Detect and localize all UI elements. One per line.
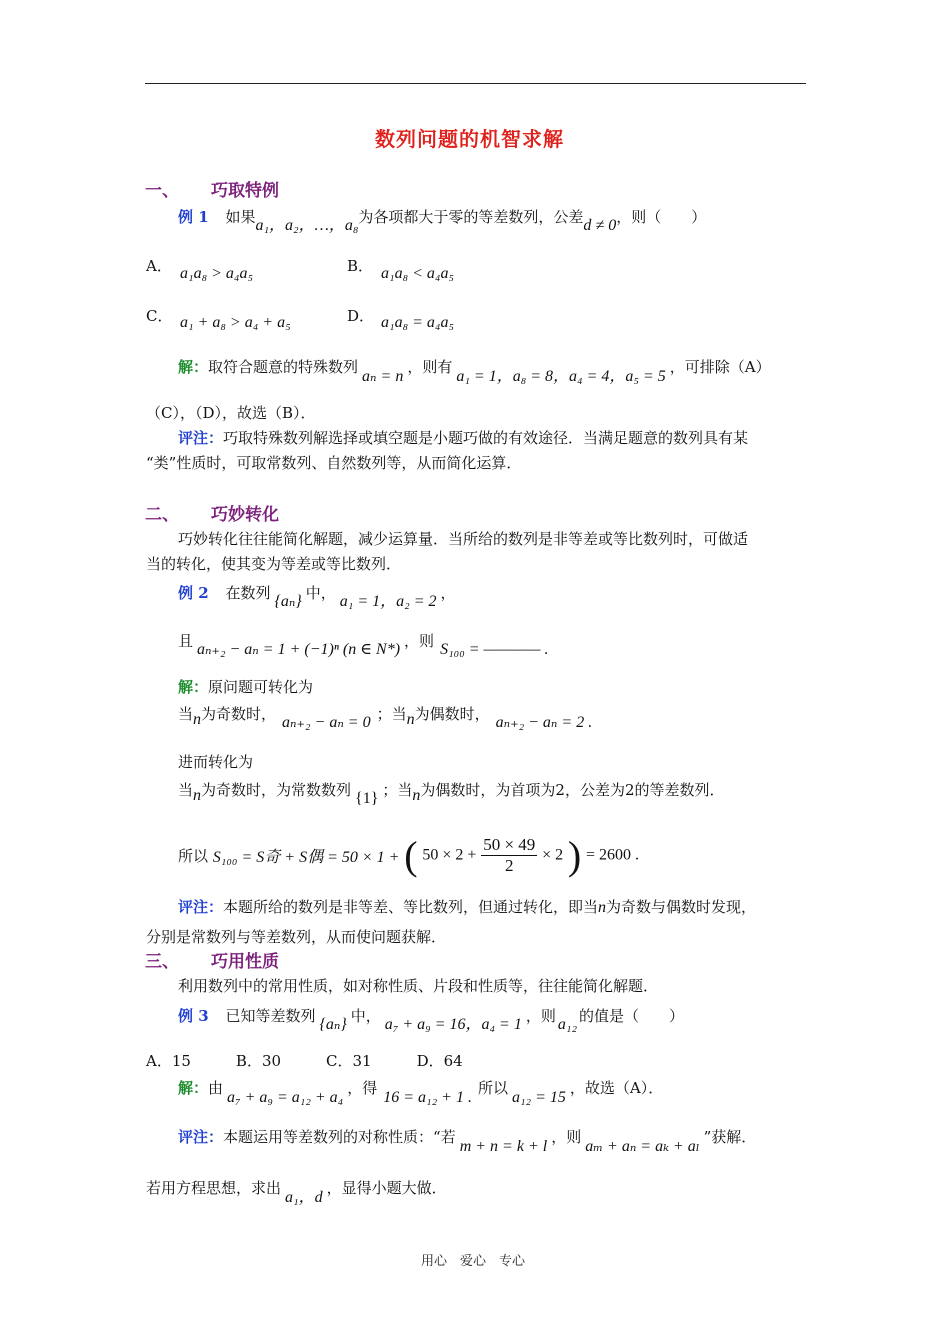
solution-3-text-a: 由 <box>208 1079 224 1097</box>
note-1-line-1 <box>178 427 748 448</box>
option-b-label: B． <box>347 257 374 275</box>
note-3-line-1 <box>178 1126 757 1155</box>
sol2-l3-a: 当 <box>178 781 194 799</box>
fraction <box>481 835 537 876</box>
section-1-number: 一、 <box>145 181 179 201</box>
sol2-l3-n: n <box>193 787 202 804</box>
sol2-l3-math: {1} <box>355 790 379 807</box>
example-1-text-a: 如果 <box>225 208 256 226</box>
page-title: 数列问题的机智求解 <box>375 127 564 151</box>
note-2-text-b: 为奇数与偶数时发现， <box>606 898 757 916</box>
sol2-l4-a: 所以 <box>178 847 209 865</box>
section-1-heading: 巧取特例 <box>211 181 279 201</box>
solution-2-line-1 <box>178 703 593 731</box>
example-1-condition: d ≠ 0 <box>583 217 617 234</box>
sol2-l3-c: ；当 <box>382 781 413 799</box>
section-2-number: 二、 <box>145 505 179 525</box>
sol2-sum-inner: 50 × 2 + <box>422 846 477 864</box>
note-3-math-b: aₘ + aₙ = aₖ + aₗ <box>585 1138 700 1155</box>
fraction-numerator: 50 × 49 <box>483 835 536 854</box>
solution-2-sum-line <box>178 832 639 879</box>
right-paren: ) <box>567 833 582 878</box>
sol2-l1-n2: n <box>406 711 415 728</box>
example-2-recurrence: aₙ₊₂ − aₙ = 1 + (−1)ⁿ (n ∈ N*) <box>197 641 401 658</box>
example-2-blank: S₁₀₀ = ———— . <box>440 641 549 658</box>
sol2-sum-times: × 2 <box>542 846 564 864</box>
solution-3-label: 解： <box>178 1079 209 1097</box>
option-b-expr: a₁a₈ < a₄a₅ <box>381 265 455 282</box>
note-1-line-2: “类”性质时，可取常数列、自然数列等，从而简化运算． <box>146 454 522 472</box>
example-2-text-e: ，则 <box>404 632 435 650</box>
section-3-heading: 巧用性质 <box>211 952 279 972</box>
solution-1-text-c: ，可排除（A） <box>669 358 771 376</box>
section-3-number: 三、 <box>145 952 179 972</box>
solution-3-text-b: ，得 <box>347 1079 378 1097</box>
example-3-target: a₁₂ <box>557 1016 577 1033</box>
example-3-text-d: 的值是（ ） <box>579 1007 685 1025</box>
example-2-text-c: ， <box>440 584 456 602</box>
sol2-sum-lhs: S₁₀₀ = S奇 + S偶 = 50 × 1 + <box>212 849 400 866</box>
solution-1-label: 解： <box>178 358 209 376</box>
sol2-l1-a: 当 <box>178 705 194 723</box>
solution-3-line <box>178 1077 664 1106</box>
option-d-label: D． <box>347 307 375 325</box>
example-1-text-b: 为各项都大于零的等差数列，公差 <box>358 208 584 226</box>
example-3-sequence: {aₙ} <box>319 1016 347 1033</box>
note-1-label: 评注： <box>178 429 224 447</box>
solution-1-math-a: aₙ = n <box>362 368 404 385</box>
example-2-condition-line <box>178 630 549 658</box>
example-3-text-b: 中， <box>350 1007 381 1025</box>
note-2-label: 评注： <box>178 898 224 916</box>
example-3-stem <box>178 1003 685 1033</box>
example-2-sequence: {aₙ} <box>274 593 302 610</box>
example-2-text-b: 中， <box>305 584 336 602</box>
solution-3-math-b: 16 = a₁₂ + 1 . <box>383 1089 472 1106</box>
sol2-l1-math: aₙ₊₂ − aₙ = 0 <box>282 714 371 731</box>
note-3-math-a: m + n = k + l <box>459 1138 548 1155</box>
sol2-l3-b: 为奇数时，为常数数列 <box>201 781 352 799</box>
note-3-label: 评注： <box>178 1128 224 1146</box>
option-d-expr: a₁a₈ = a₄a₅ <box>381 314 455 331</box>
example-2-text-d: 且 <box>178 632 194 650</box>
solution-2-label: 解： <box>178 678 209 696</box>
sol2-l1-c: ；当 <box>376 705 407 723</box>
example-3-options: A．15 B．30 C．31 D．64 <box>146 1052 463 1070</box>
example-3-given: a₇ + a₉ = 16，a₄ = 1 <box>384 1016 522 1033</box>
solution-1-text-b: ，则有 <box>407 358 453 376</box>
left-paren: ( <box>404 833 418 878</box>
page-footer: 用心 爱心 专心 <box>421 1254 526 1269</box>
fraction-denominator: 2 <box>505 856 514 875</box>
section-3-intro: 利用数列中的常用性质，如对称性质、片段和性质等，往往能简化解题． <box>178 977 659 995</box>
solution-1-math-b: a₁ = 1，a₈ = 8，a₄ = 4，a₅ = 5 <box>456 368 666 385</box>
solution-3-math-c: a₁₂ = 15 <box>511 1089 566 1106</box>
solution-3-text-d: ，故选（A）． <box>569 1079 664 1097</box>
note-3-text-b: ，则 <box>551 1128 582 1146</box>
sol2-l1-n: n <box>193 711 202 728</box>
example-1-solution <box>178 354 771 385</box>
example-1-sequence: a₁，a₂，…，a₈ <box>255 217 359 234</box>
sol2-l1-d: 为偶数时， <box>414 705 490 723</box>
example-3-text-a: 已知等差数列 <box>225 1007 316 1025</box>
sol2-l1-b: 为奇数时， <box>201 705 277 723</box>
sol2-l3-d: 为偶数时，为首项为2，公差为2的等差数列． <box>420 781 725 799</box>
note-2-text-a: 本题所给的数列是非等差、等比数列，但通过转化，即当 <box>223 898 599 916</box>
example-1-text-c: ，则（ ） <box>616 208 707 226</box>
solution-1-text-a: 取符合题意的特殊数列 <box>208 358 359 376</box>
note-1-text-a: 巧取特殊数列解选择或填空题是小题巧做的有效途径．当满足题意的数列具有某 <box>223 429 749 447</box>
note-2-line-2: 分别是常数列与等差数列，从而使问题获解． <box>146 928 447 946</box>
note-3-text-a: 本题运用等差数列的对称性质：“若 <box>223 1128 456 1146</box>
note-3-text-e: ，显得小题大做． <box>326 1179 447 1197</box>
option-c-label: C． <box>146 307 173 325</box>
note-3-text-d: 若用方程思想，求出 <box>146 1179 282 1197</box>
example-3-text-c: ，则 <box>525 1007 556 1025</box>
solution-2-line-2: 进而转化为 <box>178 753 254 771</box>
example-2-initial-values: a₁ = 1，a₂ = 2 <box>339 593 437 610</box>
example-2-text-a: 在数列 <box>225 584 271 602</box>
solution-2-line-3 <box>178 779 725 807</box>
section-2-intro-b: 当的转化，使其变为等差或等比数列． <box>146 555 402 573</box>
sol2-l3-n2: n <box>412 787 421 804</box>
example-2-label: 例 2 <box>178 584 209 602</box>
solution-1-text-d: （C），（D），故选（B）． <box>146 404 316 422</box>
note-3-math-c: a₁，d <box>285 1189 323 1206</box>
solution-3-text-c: 所以 <box>477 1079 508 1097</box>
sol2-sum-result: = 2600 . <box>586 846 640 864</box>
solution-2-text-a: 原问题可转化为 <box>208 678 314 696</box>
solution-3-math-a: a₇ + a₉ = a₁₂ + a₄ <box>227 1089 344 1106</box>
header-rule <box>145 83 806 84</box>
note-2-line-1 <box>178 896 756 917</box>
example-1-label: 例 1 <box>178 208 209 226</box>
option-a-expr: a₁a₈ > a₄a₅ <box>180 265 254 282</box>
section-2-heading: 巧妙转化 <box>211 505 279 525</box>
example-1-stem <box>178 204 707 234</box>
note-3-line-2 <box>146 1175 447 1206</box>
sol2-l1-math2: aₙ₊₂ − aₙ = 2 . <box>495 714 593 731</box>
example-2-stem <box>178 580 456 610</box>
option-c-expr: a₁ + a₈ > a₄ + a₅ <box>180 314 291 331</box>
option-a-label: A． <box>146 257 172 275</box>
example-3-label: 例 3 <box>178 1007 209 1025</box>
note-3-text-c: ”获解． <box>703 1128 757 1146</box>
note-2-n: n <box>598 899 607 916</box>
solution-2-intro <box>178 676 313 697</box>
section-2-intro-a: 巧妙转化往往能简化解题，减少运算量．当所给的数列是非等差或等比数列时，可做适 <box>178 530 749 548</box>
